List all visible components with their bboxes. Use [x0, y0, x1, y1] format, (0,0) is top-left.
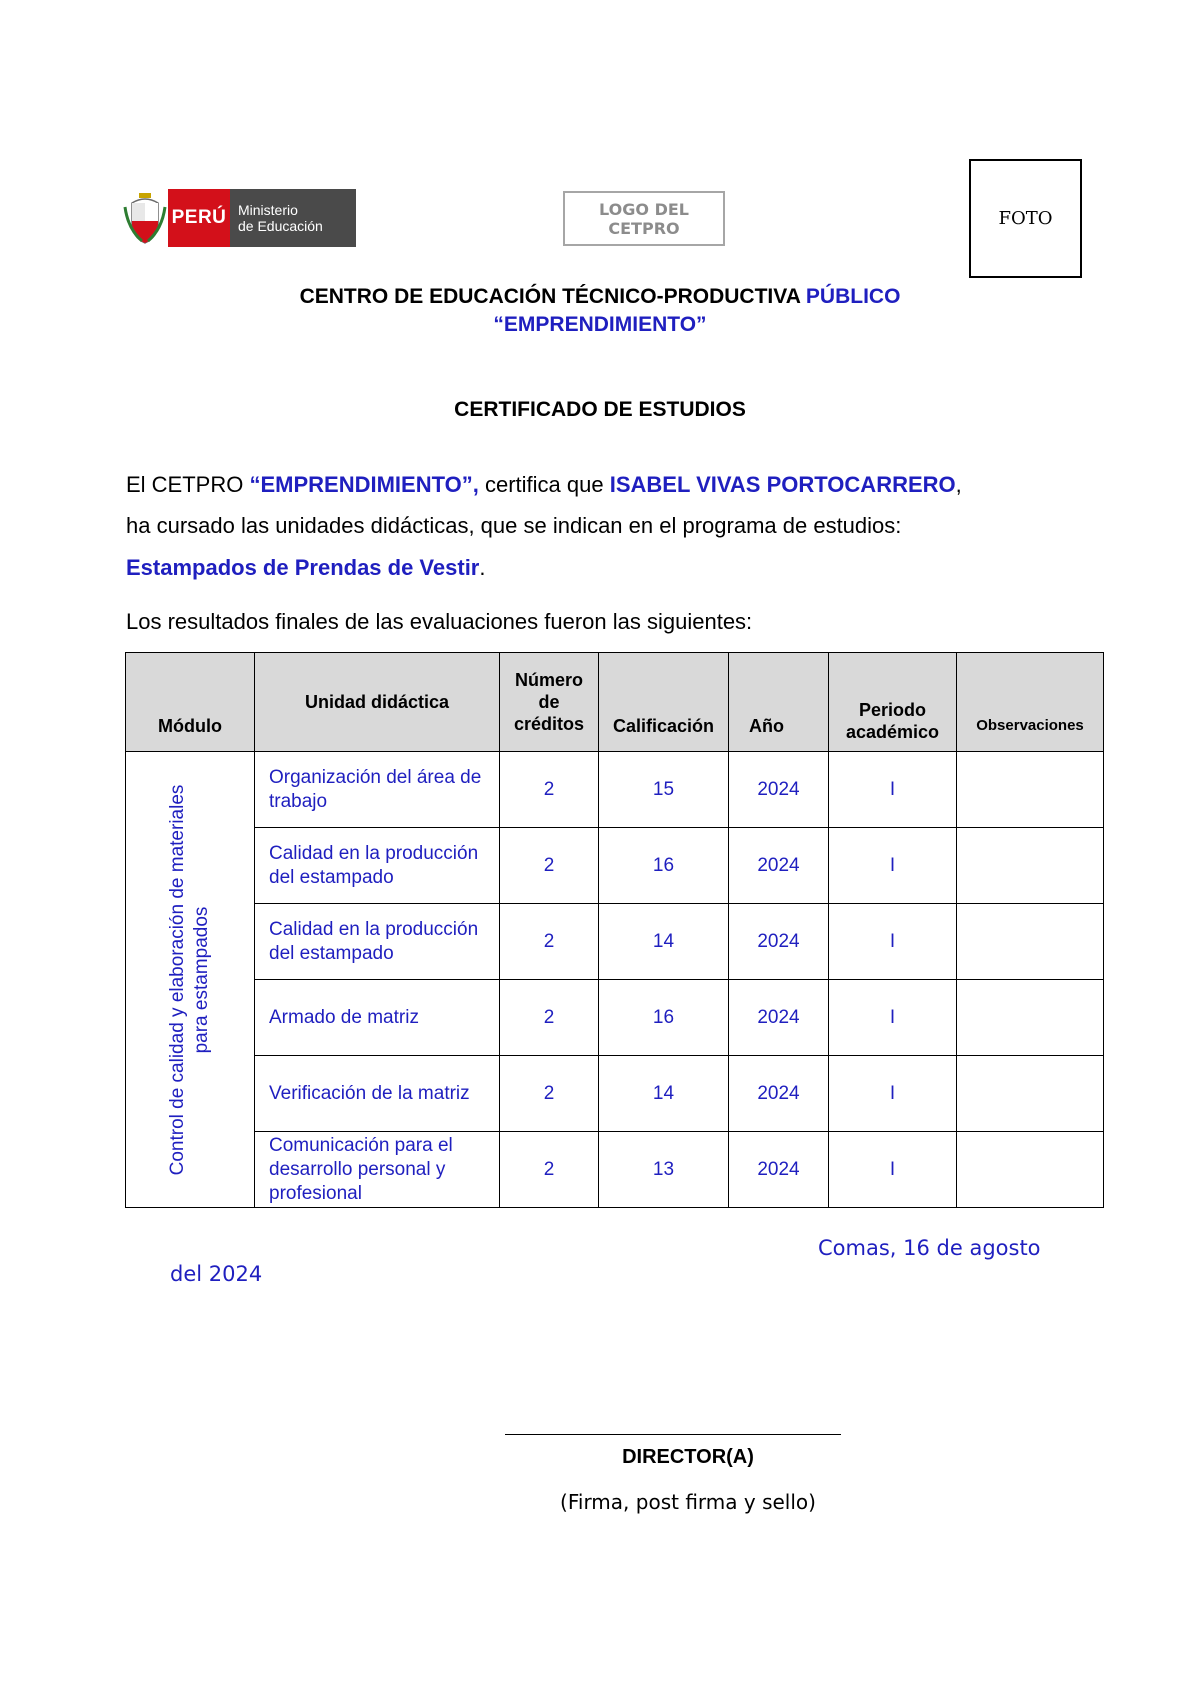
- ministry-name: [230, 189, 356, 247]
- observations-cell: [957, 1132, 1104, 1208]
- period-cell: I: [829, 1132, 957, 1208]
- table-row: [126, 828, 1104, 904]
- table-row: [126, 1132, 1104, 1208]
- observations-cell: [957, 980, 1104, 1056]
- header-grade: Calificación: [599, 653, 729, 752]
- header-year: Año: [729, 653, 829, 752]
- observations-cell: [957, 752, 1104, 828]
- period-cell: I: [829, 904, 957, 980]
- institution-brand: “EMPRENDIMIENTO”: [493, 313, 707, 336]
- header-period-line1: Periodo: [858, 700, 926, 720]
- header-unit: Unidad didáctica: [255, 653, 500, 752]
- period-cell: I: [829, 828, 957, 904]
- header-credits-line1: Número: [514, 670, 583, 690]
- institution-public: PÚBLICO: [805, 285, 901, 308]
- period-cell: I: [829, 980, 957, 1056]
- program-line: [126, 555, 486, 581]
- issue-date-line2: del 2024: [170, 1262, 263, 1286]
- header-credits-line2: de: [538, 692, 560, 712]
- table-row: [126, 1056, 1104, 1132]
- ministry-name-line2: de Educación: [238, 218, 323, 234]
- certificate-title: CERTIFICADO DE ESTUDIOS: [454, 398, 746, 421]
- grade-cell: 16: [599, 828, 729, 904]
- module-name: Control de calidad y elaboración de materiales para estampados: [167, 784, 212, 1175]
- grade-cell: 14: [599, 1056, 729, 1132]
- observations-cell: [957, 828, 1104, 904]
- year-cell: 2024: [729, 752, 829, 828]
- period-cell: I: [829, 1056, 957, 1132]
- period-cell: I: [829, 752, 957, 828]
- cetpro-logo-line2: CETPRO: [608, 218, 680, 238]
- year-cell: 2024: [729, 1132, 829, 1208]
- credits-cell: 2: [500, 904, 599, 980]
- credits-cell: 2: [500, 980, 599, 1056]
- credits-cell: 2: [500, 1056, 599, 1132]
- photo-placeholder: [969, 159, 1082, 278]
- credits-cell: 2: [500, 1132, 599, 1208]
- program-period: .: [479, 555, 486, 580]
- student-name: ISABEL VIVAS PORTOCARRERO: [609, 472, 956, 497]
- certification-statement: [126, 472, 962, 498]
- unit-cell: Comunicación para el desarrollo personal y profesional: [255, 1132, 500, 1208]
- signer-role: DIRECTOR(A): [622, 1446, 754, 1468]
- unit-cell: Calidad en la producción del estampado: [255, 904, 500, 980]
- credits-cell: 2: [500, 752, 599, 828]
- year-cell: 2024: [729, 1056, 829, 1132]
- year-cell: 2024: [729, 980, 829, 1056]
- institution-type: CENTRO DE EDUCACIÓN TÉCNICO-PRODUCTIVA: [299, 285, 806, 308]
- grade-cell: 15: [599, 752, 729, 828]
- issue-date-line1: Comas, 16 de agosto: [818, 1236, 1041, 1260]
- cetpro-name: “EMPRENDIMIENTO”,: [249, 472, 479, 497]
- grade-cell: 16: [599, 980, 729, 1056]
- signature-note: (Firma, post firma y sello): [560, 1490, 816, 1514]
- header-period: [829, 653, 957, 752]
- statement-comma: ,: [955, 472, 962, 497]
- header-credits: [500, 653, 599, 752]
- table-header-row: [126, 653, 1104, 752]
- header-module: Módulo: [126, 653, 255, 752]
- table-row: [126, 980, 1104, 1056]
- program-name: Estampados de Prendas de Vestir: [126, 555, 480, 580]
- statement-mid: certifica que: [478, 472, 610, 497]
- statement-line2: ha cursado las unidades didácticas, que se indican en el programa de estudios:: [126, 513, 902, 538]
- year-cell: 2024: [729, 904, 829, 980]
- ministry-name-line1: Ministerio: [238, 202, 298, 218]
- results-intro: Los resultados finales de las evaluaciones fueron las siguientes:: [126, 609, 753, 634]
- institution-name: [0, 285, 1200, 309]
- unit-cell: Armado de matriz: [255, 980, 500, 1056]
- observations-cell: [957, 1056, 1104, 1132]
- observations-cell: [957, 904, 1104, 980]
- table-row: [126, 752, 1104, 828]
- year-cell: 2024: [729, 828, 829, 904]
- unit-cell: Organización del área de trabajo: [255, 752, 500, 828]
- unit-cell: Verificación de la matriz: [255, 1056, 500, 1132]
- grades-table: [125, 652, 1104, 1208]
- table-row: [126, 904, 1104, 980]
- photo-label: FOTO: [998, 208, 1053, 229]
- cetpro-logo-placeholder: [563, 191, 725, 246]
- peru-coat-of-arms-icon: [122, 189, 168, 247]
- unit-cell: Calidad en la producción del estampado: [255, 828, 500, 904]
- module-cell: [126, 752, 255, 1208]
- header-observations: Observaciones: [957, 653, 1104, 752]
- credits-cell: 2: [500, 828, 599, 904]
- peru-label: PERÚ: [168, 189, 230, 247]
- signature-line: [505, 1434, 841, 1435]
- grade-cell: 14: [599, 904, 729, 980]
- statement-prefix: El CETPRO: [126, 472, 250, 497]
- cetpro-logo-line1: LOGO DEL: [599, 199, 689, 219]
- grade-cell: 13: [599, 1132, 729, 1208]
- ministry-logo: [122, 189, 356, 247]
- header-credits-line3: créditos: [513, 714, 585, 734]
- header-period-line2: académico: [845, 722, 940, 742]
